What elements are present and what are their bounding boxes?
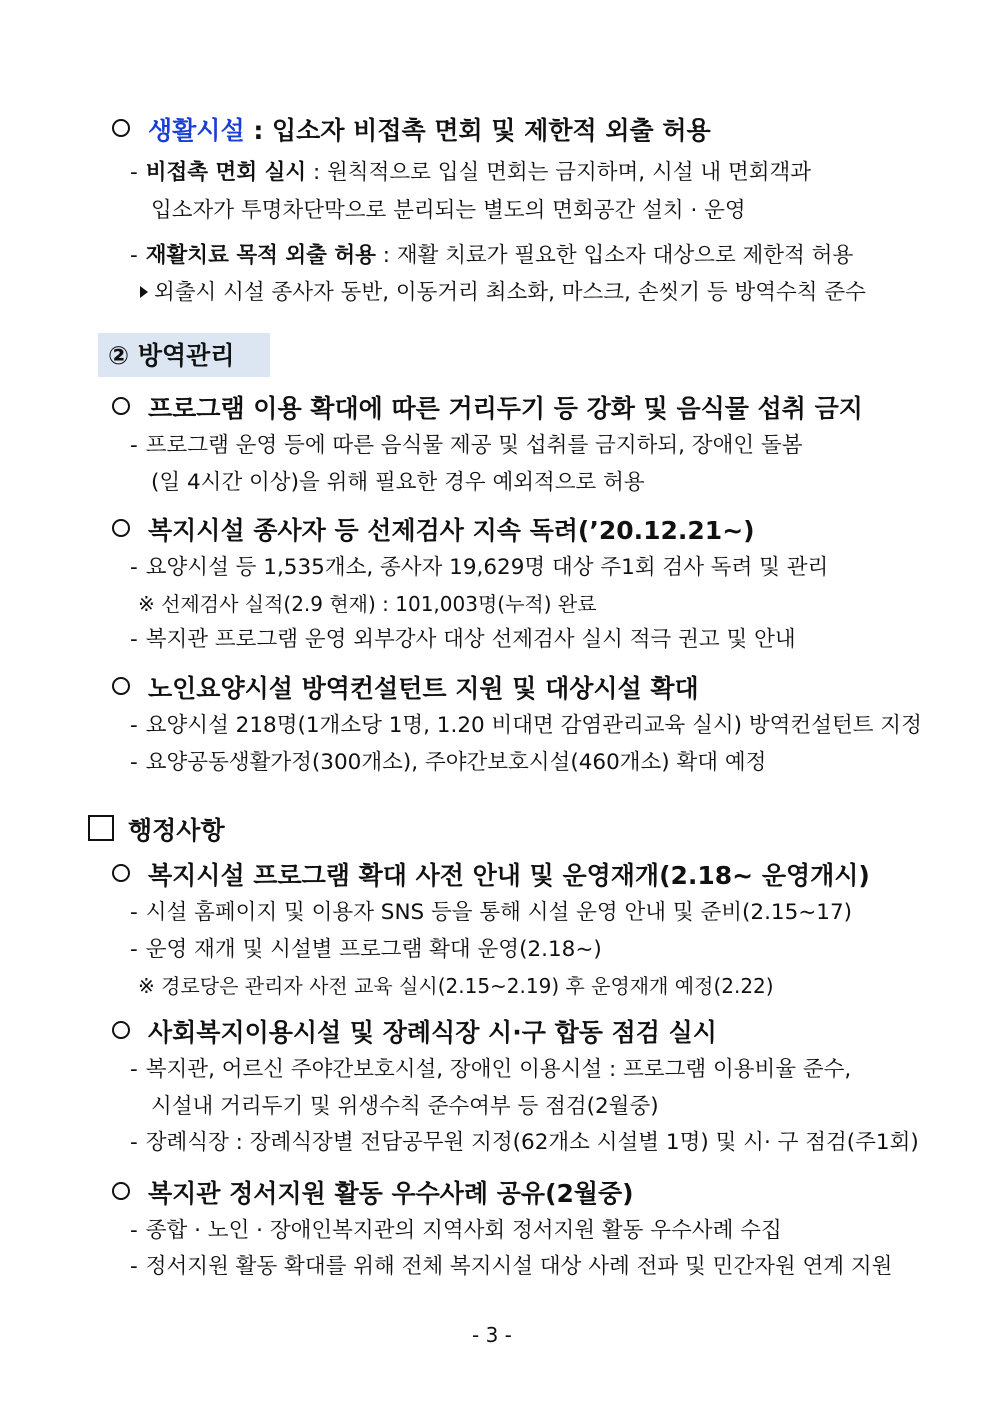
arrow-right-icon [140,286,148,298]
item-note [140,280,866,307]
detail-text: 프로그램 운영 등에 따른 음식물 제공 및 섭취를 금지하되, 장애인 돌봄 [145,433,803,458]
square-bullet-icon [88,815,114,841]
bullet-detail: - 복지관, 어르신 주야간보호시설, 장애인 이용시설 : 프로그램 이용비율 준수, [130,1057,852,1082]
detail-text: 요양시설 218명(1개소당 1명, 1.20 비대면 감염관리교육 실시) 방역컨설턴트 지정 [145,713,922,738]
detail-text: 장례식장 : 장례식장별 전담공무원 지정(62개소 시설별 1명) 및 시· 구 점검(주1회) [145,1130,919,1155]
item-noncontact-visit: - 비접촉 면회 실시 : 원칙적으로 입실 면회는 금지하며, 시설 내 면회객과 [130,160,812,185]
bullet-heading [112,1017,717,1048]
bullet-note: ※ 선제검사 실적(2.9 현재) : 101,003명(누적) 완료 [138,592,597,616]
bullet-heading [112,673,699,704]
heading-highlight: 생활시설 [148,116,245,145]
detail-text: 정서지원 활동 확대를 위해 전체 복지시설 대상 사례 전파 및 민간자원 연계 지원 [145,1254,893,1279]
admin-title: 행정사항 [128,816,225,845]
page-number: - 3 - [472,1323,512,1347]
circle-bullet-icon [112,864,130,882]
bullet-detail: - 장례식장 : 장례식장별 전담공무원 지정(62개소 시설별 1명) 및 시· 구 점검(주1회) [130,1130,919,1155]
circle-bullet-icon [112,519,130,537]
item-label: 재활치료 목적 외출 허용 [145,243,376,268]
heading-living-facility [112,115,711,146]
bullet-title: 복지시설 종사자 등 선제검사 지속 독려(’20.12.21~) [148,516,755,545]
bullet-detail: - 운영 재개 및 시설별 프로그램 확대 운영(2.18~) [130,937,602,962]
bullet-note: ※ 경로당은 관리자 사전 교육 실시(2.15~2.19) 후 운영재개 예정(2.22) [138,974,774,998]
section-header-label: ② 방역관리 [108,341,235,370]
item-label: 비접촉 면회 실시 [145,160,307,185]
bullet-detail-cont: 시설내 거리두기 및 위생수칙 준수여부 등 점검(2월중) [151,1094,659,1119]
bullet-detail: - 종합 · 노인 · 장애인복지관의 지역사회 정서지원 활동 우수사례 수집 [130,1218,782,1243]
heading-text: : 입소자 비접촉 면회 및 제한적 외출 허용 [244,116,711,145]
admin-heading [88,815,225,846]
note-text: 외출시 시설 종사자 동반, 이동거리 최소화, 마스크, 손씻기 등 방역수칙 준수 [154,280,866,305]
item-rehab-outing: - 재활치료 목적 외출 허용 : 재활 치료가 필요한 입소자 대상으로 제한적 허용 [130,243,854,268]
circle-bullet-icon [112,1182,130,1200]
circle-bullet-icon [112,119,130,137]
bullet-title: 복지시설 프로그램 확대 사전 안내 및 운영재개(2.18~ 운영개시) [148,861,870,890]
bullet-title: 복지관 정서지원 활동 우수사례 공유(2월중) [148,1179,634,1208]
detail-text: 복지관 프로그램 운영 외부강사 대상 선제검사 실시 적극 권고 및 안내 [145,627,796,652]
detail-text: 복지관, 어르신 주야간보호시설, 장애인 이용시설 : 프로그램 이용비율 준수, [145,1057,852,1082]
bullet-detail: - 정서지원 활동 확대를 위해 전체 복지시설 대상 사례 전파 및 민간자원 연계 지원 [130,1254,893,1279]
bullet-heading [112,393,863,424]
bullet-title: 사회복지이용시설 및 장례식장 시·구 합동 점검 실시 [148,1018,717,1047]
bullet-detail: - 요양시설 218명(1개소당 1명, 1.20 비대면 감염관리교육 실시) 방역컨설턴트 지정 [130,713,922,738]
bullet-detail: - 시설 홈페이지 및 이용자 SNS 등을 통해 시설 운영 안내 및 준비(2.15~17) [130,900,853,925]
bullet-title: 노인요양시설 방역컨설턴트 지원 및 대상시설 확대 [148,674,699,703]
bullet-title: 프로그램 이용 확대에 따른 거리두기 등 강화 및 음식물 섭취 금지 [148,394,863,423]
circle-bullet-icon [112,397,130,415]
bullet-detail: - 요양시설 등 1,535개소, 종사자 19,629명 대상 주1회 검사 독려 및 관리 [130,555,829,580]
bullet-detail-cont: (일 4시간 이상)을 위해 필요한 경우 예외적으로 허용 [151,470,645,495]
detail-text: 시설 홈페이지 및 이용자 SNS 등을 통해 시설 운영 안내 및 준비(2.15~17) [145,900,853,925]
bullet-heading [112,1178,634,1209]
detail-text: 운영 재개 및 시설별 프로그램 확대 운영(2.18~) [145,937,602,962]
bullet-heading [112,860,870,891]
bullet-detail: - 요양공동생활가정(300개소), 주야간보호시설(460개소) 확대 예정 [130,750,767,775]
item-text: : 원칙적으로 입실 면회는 금지하며, 시설 내 면회객과 [306,160,812,185]
bullet-heading [112,515,755,546]
item-continuation: 입소자가 투명차단막으로 분리되는 별도의 면회공간 설치 · 운영 [151,198,746,223]
circle-bullet-icon [112,677,130,695]
detail-text: 종합 · 노인 · 장애인복지관의 지역사회 정서지원 활동 우수사례 수집 [145,1218,782,1243]
bullet-detail: - 복지관 프로그램 운영 외부강사 대상 선제검사 실시 적극 권고 및 안내 [130,627,796,652]
circle-bullet-icon [112,1021,130,1039]
bullet-detail: - 프로그램 운영 등에 따른 음식물 제공 및 섭취를 금지하되, 장애인 돌봄 [130,433,803,458]
item-text: : 재활 치료가 필요한 입소자 대상으로 제한적 허용 [375,243,854,268]
detail-text: 요양시설 등 1,535개소, 종사자 19,629명 대상 주1회 검사 독려 및 관리 [145,555,829,580]
detail-text: 요양공동생활가정(300개소), 주야간보호시설(460개소) 확대 예정 [145,750,767,775]
